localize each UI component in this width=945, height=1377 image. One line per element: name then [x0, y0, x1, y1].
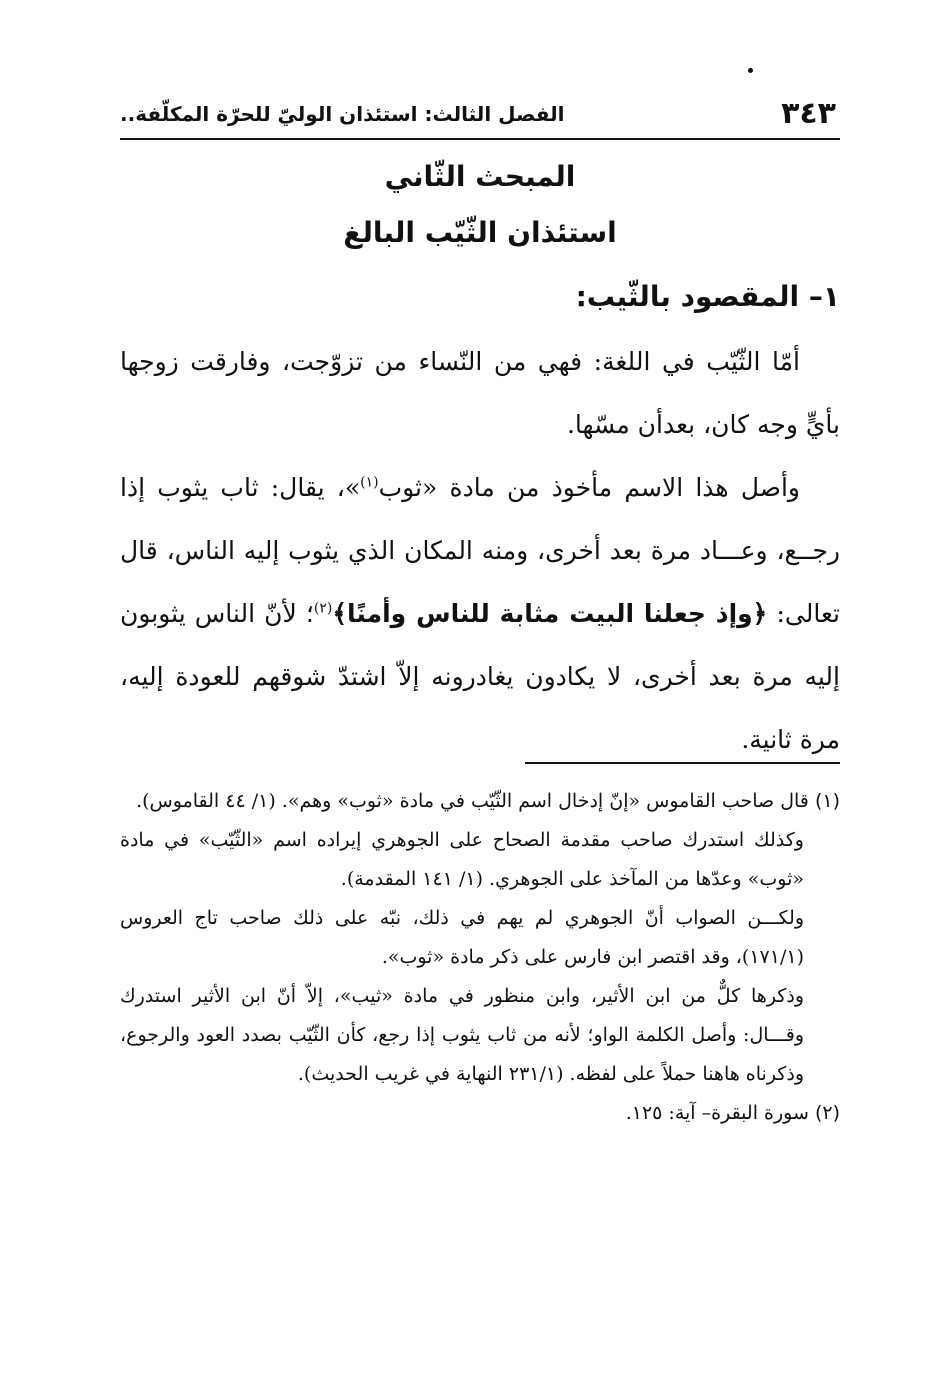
paragraph-2-part-b: »، يقال: ثاب يثوب إذا رجــع، وعـــاد مرة بعد أخرى، ومنه المكان الذي يثوب إليه الناس، قال تعالى: — [120, 473, 840, 628]
footnote-1-para-2: وكذلك استدرك صاحب مقدمة الصحاح على الجوهري إيراده اسم «الثّيّب» في مادة «ثوب» وعدّها من المآخذ على الجوهري. (١/ ١٤١ المقدمة). — [120, 829, 804, 890]
section-subtitle: استئذان الثّيّب البالغ — [343, 216, 617, 249]
page-mark-dot — [748, 68, 753, 73]
footnote-divider — [525, 762, 840, 764]
page-number: ٣٤٣ — [781, 96, 836, 131]
footnote-1 — [120, 782, 840, 821]
footnote-1-number: (١) — [814, 790, 840, 812]
point-heading: ١– المقصود بالثّيب: — [575, 280, 840, 313]
footnote-2 — [120, 1094, 840, 1133]
header-divider — [120, 138, 840, 140]
footnote-2-text: سورة البقرة– آية: ١٢٥. — [625, 1102, 809, 1124]
paragraph-2 — [120, 456, 840, 771]
body-text — [120, 330, 840, 771]
paragraph-2-part-c: ؛ لأنّ الناس يثوبون إليه مرة بعد أخرى، لا يكادون يغادرونه إلاّ اشتدّ شوقهم للعودة إليه، مرة ثانية. — [120, 599, 840, 754]
footnote-1-para-4: وذكرها كلٌّ من ابن الأثير، وابن منظور في مادة «ثيب»، إلاّ أنّ ابن الأثير استدرك وقـــال: وأصل الكلمة الواو؛ لأنه من ثاب يثوب إذا رجع، كأن الثّيّب بصدد العود والرجوع، وذكرناه هاهنا حملاً على لفظه. (٢٣١/١ النهاية في غريب الحديث). — [120, 985, 804, 1085]
running-title: الفصل الثالث: استئذان الوليّ للحرّة المكلّفة.. — [120, 102, 565, 126]
page-header — [120, 96, 840, 136]
footnote-2-number: (٢) — [814, 1102, 840, 1124]
footnote-ref-1: (١) — [360, 474, 379, 491]
quran-verse: ﴿وإذ جعلنا البيت مثابة للناس وأمنًا﴾ — [332, 599, 768, 628]
paragraph-1: أمّا الثّيّب في اللغة: فهي من النّساء من تزوّجت، وفارقت زوجها بأيٍّ وجه كان، بعدأن مسّها. — [120, 347, 840, 439]
paragraph-2-part-a: وأصل هذا الاسم مأخوذ من مادة «ثوب — [378, 473, 801, 502]
footnotes — [120, 782, 840, 1133]
footnote-1-text: قال صاحب القاموس «إنّ إدخال اسم الثّيّب في مادة «ثوب» وهم». (١/ ٤٤ القاموس). — [136, 790, 809, 812]
section-title: المبحث الثّاني — [384, 160, 576, 193]
footnote-1-para-3: ولكـــن الصواب أنّ الجوهري لم يهم في ذلك، نبّه على ذلك صاحب تاج العروس (١٧١/١)، وقد اقتصر ابن فارس على ذكر مادة «ثوب». — [120, 907, 804, 968]
footnote-ref-2: (٢) — [313, 600, 333, 617]
